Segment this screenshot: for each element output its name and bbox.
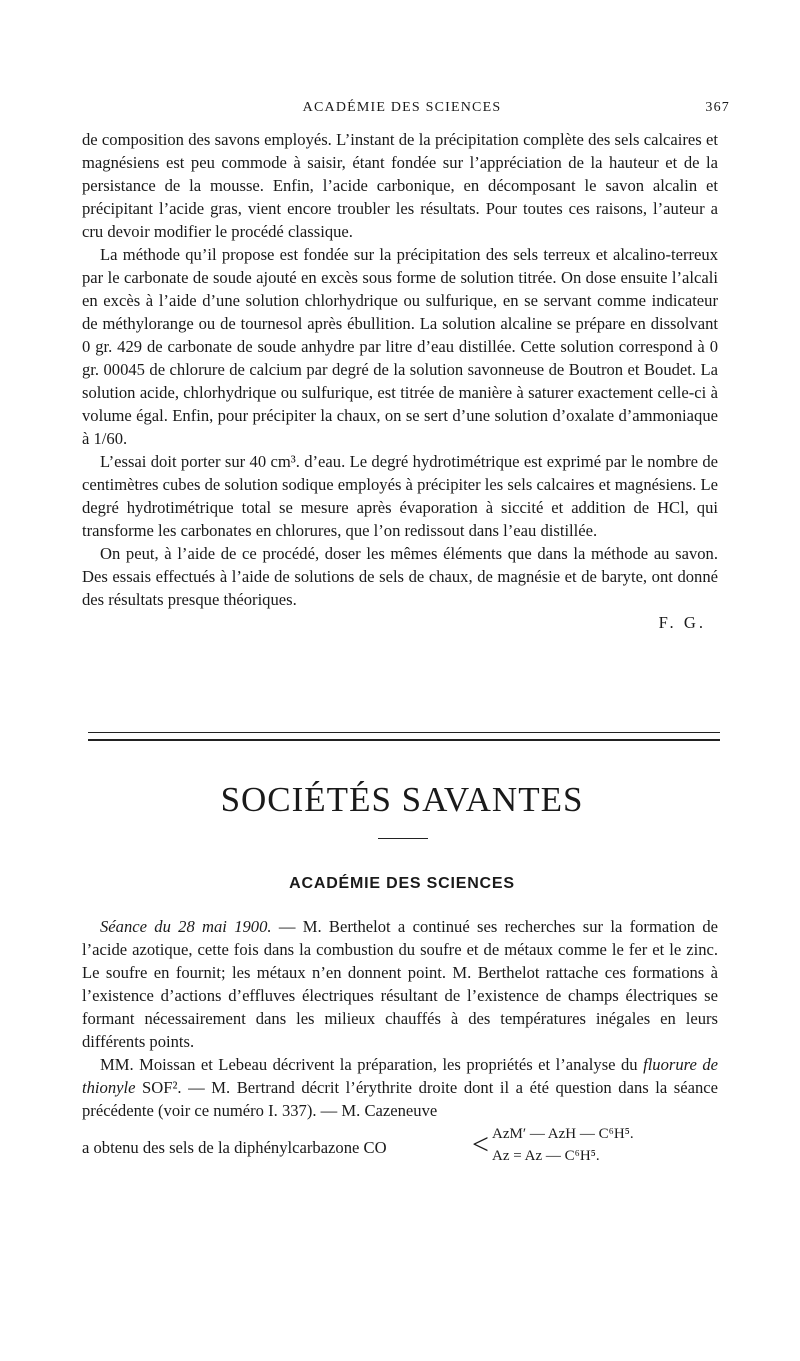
running-header bbox=[82, 100, 730, 120]
double-rule-divider bbox=[88, 732, 720, 741]
paragraph-text: — M. Bertrand décrit l’érythrite droite dont il a été question dans la séance précédente (voir ce numéro I. 337). — M. Cazeneuve bbox=[82, 1078, 718, 1120]
session-date: Séance du 28 mai 1900. bbox=[100, 917, 272, 936]
paragraph-text: — M. Berthelot a continué ses recherches sur la formation de l’acide azotique, cette fois dans la combustion du soufre et de métaux comme le fer et le zinc. Le soufre en fournit; les métaux n’en donnent point. M. Berthelot rattache ces formations à l’existence d’actions d’effluves électriques résultant de l’existence de champs électriques se formant nécessairement dans les milieux chauffés à des températures inégales en leurs différents points. bbox=[82, 917, 718, 1051]
author-signature: F. G. bbox=[658, 613, 706, 632]
paragraph bbox=[82, 915, 718, 1053]
formula-line bbox=[82, 1124, 718, 1172]
paragraph: La méthode qu’il propose est fondée sur la précipitation des sels terreux et alcalino-terreux par le carbonate de soude ajouté en excès sous forme de solution titrée. On dose ensuite l’alcali en excès à l’aide d’une solution chlorhydrique ou sulfurique, en se servant comme indicateur de méthylorange ou de tournesol après ébullition. La solution alcaline se prépare en dissolvant 0 gr. 429 de carbonate de soude anhydre par litre d’eau distillée. Cette solution correspond à 0 gr. 00045 de chlorure de calcium par degré de la solution savonneuse de Boutron et Boudet. La solution acide, chlorhydrique ou sulfurique, est titrée de manière à saturer exactement celle-ci à volume égal. Enfin, pour précipiter la chaux, on se sert d’une solution d’oxalate d’ammoniaque à 1/60. bbox=[82, 245, 718, 448]
formula-lead-text: a obtenu des sels de la diphénylcarbazone CO bbox=[82, 1138, 387, 1157]
short-rule-divider bbox=[378, 838, 428, 839]
paragraph bbox=[82, 1053, 718, 1122]
formula-lower-branch: Az = Az — C⁶H⁵. bbox=[492, 1148, 600, 1164]
paragraph-text: MM. Moissan et Lebeau décrivent la préparation, les propriétés et l’analyse du bbox=[100, 1055, 644, 1074]
running-title: ACADÉMIE DES SCIENCES bbox=[302, 100, 502, 115]
paragraph: On peut, à l’aide de ce procédé, doser les mêmes éléments que dans la méthode au savon. Des essais effectués à l’aide de solutions de sels de chaux, de magnésie et de baryte, ont donné des résultats presque théoriques. bbox=[82, 544, 718, 609]
formula-upper-branch: AzM′ — AzH — C⁶H⁵. bbox=[492, 1126, 634, 1142]
paragraph: de composition des savons employés. L’instant de la précipitation complète des sels calcaires et magnésiens est peu commode à saisir, étant fondée sur l’appréciation de la hauteur et de la persistance de la mousse. Enfin, l’acide carbonique, en décomposant le savon alcalin et précipitant l’acide gras, vient encore troubler les résultats. Pour toutes ces raisons, l’auteur a cru devoir modifier le procédé classique. bbox=[82, 130, 718, 241]
formula-bracket: < bbox=[472, 1128, 489, 1161]
chemical-formula: SOF². bbox=[135, 1078, 182, 1097]
article-body bbox=[82, 128, 718, 634]
paragraph: L’essai doit porter sur 40 cm³. d’eau. Le degré hydrotimétrique est exprimé par le nombre de centimètres cubes de solution sodique employés à précipiter les sels calcaires et magnésiens. Le degré hydrotimétrique total se mesure après évaporation à siccité et addition de HCl, qui transforme les carbonates en chlorures, que l’on redissout dans l’eau distillée. bbox=[82, 452, 718, 540]
compound-name: fluorure de thionyle bbox=[82, 1055, 718, 1097]
section-subtitle: ACADÉMIE DES SCIENCES bbox=[289, 875, 515, 892]
section-title: SOCIÉTÉS SAVANTES bbox=[220, 780, 584, 819]
proceedings-body bbox=[82, 915, 718, 1172]
page-number: 367 bbox=[705, 100, 730, 115]
